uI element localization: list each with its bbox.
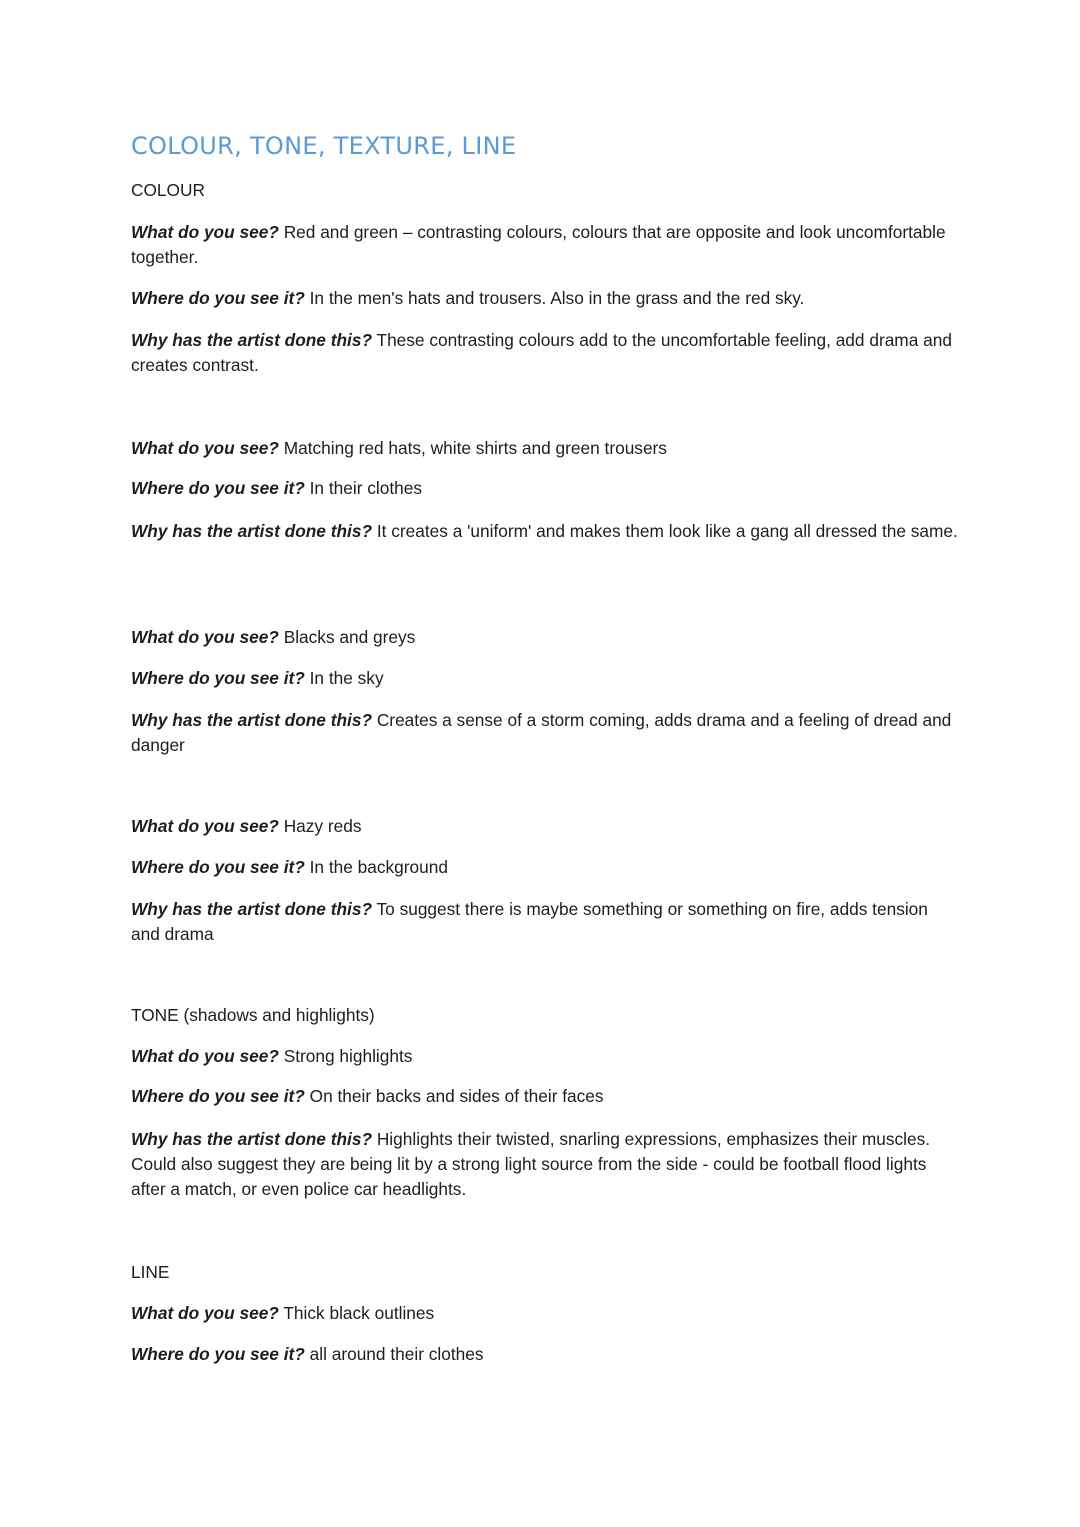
answer-what [131,814,961,839]
answer-text: In the background [309,857,448,877]
answer-where [131,855,961,880]
answer-text: Hazy reds [283,816,362,836]
answer-text: In the sky [309,668,384,688]
question-what: What do you see? [131,627,279,647]
answer-why [131,897,961,947]
question-why: Why has the artist done this? [131,710,373,730]
answer-text: all around their clothes [309,1344,484,1364]
section-label-line: LINE [131,1262,170,1282]
answer-text: Strong highlights [283,1046,413,1066]
section-label-colour: COLOUR [131,180,205,200]
answer-text: To suggest there is maybe something or something on fire, adds tension and drama [131,899,928,944]
answer-text: In the men's hats and trousers. Also in the grass and the red sky. [309,288,805,308]
answer-where [131,286,961,311]
answer-text: In their clothes [309,478,423,498]
answer-where [131,1084,961,1109]
answer-text: Matching red hats, white shirts and green trousers [283,438,667,458]
answer-what [131,1301,961,1326]
question-what: What do you see? [131,222,279,242]
answer-where [131,476,961,501]
answer-text: Red and green – contrasting colours, colours that are opposite and look uncomfortable together. [131,222,946,267]
question-where: Where do you see it? [131,1086,305,1106]
answer-why [131,1127,961,1202]
answer-text: Thick black outlines [283,1303,435,1323]
question-what: What do you see? [131,438,279,458]
question-where: Where do you see it? [131,857,305,877]
page-title: COLOUR, TONE, TEXTURE, LINE [131,132,517,160]
answer-why [131,519,961,544]
question-why: Why has the artist done this? [131,521,373,541]
answer-where [131,666,961,691]
question-where: Where do you see it? [131,478,305,498]
question-why: Why has the artist done this? [131,1129,373,1149]
section-label-tone: TONE (shadows and highlights) [131,1005,375,1025]
answer-what [131,1044,961,1069]
answer-what [131,625,961,650]
answer-text: Creates a sense of a storm coming, adds drama and a feeling of dread and danger [131,710,952,755]
question-what: What do you see? [131,816,279,836]
answer-where [131,1342,961,1367]
answer-text: Blacks and greys [283,627,416,647]
question-what: What do you see? [131,1303,279,1323]
question-where: Where do you see it? [131,1344,305,1364]
question-what: What do you see? [131,1046,279,1066]
answer-what [131,436,961,461]
answer-why [131,708,961,758]
answer-why [131,328,961,378]
question-where: Where do you see it? [131,288,305,308]
question-why: Why has the artist done this? [131,330,373,350]
question-why: Why has the artist done this? [131,899,373,919]
answer-what [131,220,961,270]
answer-text: These contrasting colours add to the uncomfortable feeling, add drama and creates contrast. [131,330,952,375]
answer-text: Highlights their twisted, snarling expressions, emphasizes their muscles. Could also suggest they are being lit by a strong light source from the side - could be football flood lights after a match, or even police car headlights. [131,1129,931,1199]
answer-text: On their backs and sides of their faces [309,1086,604,1106]
answer-text: It creates a 'uniform' and makes them look like a gang all dressed the same. [376,521,958,541]
question-where: Where do you see it? [131,668,305,688]
